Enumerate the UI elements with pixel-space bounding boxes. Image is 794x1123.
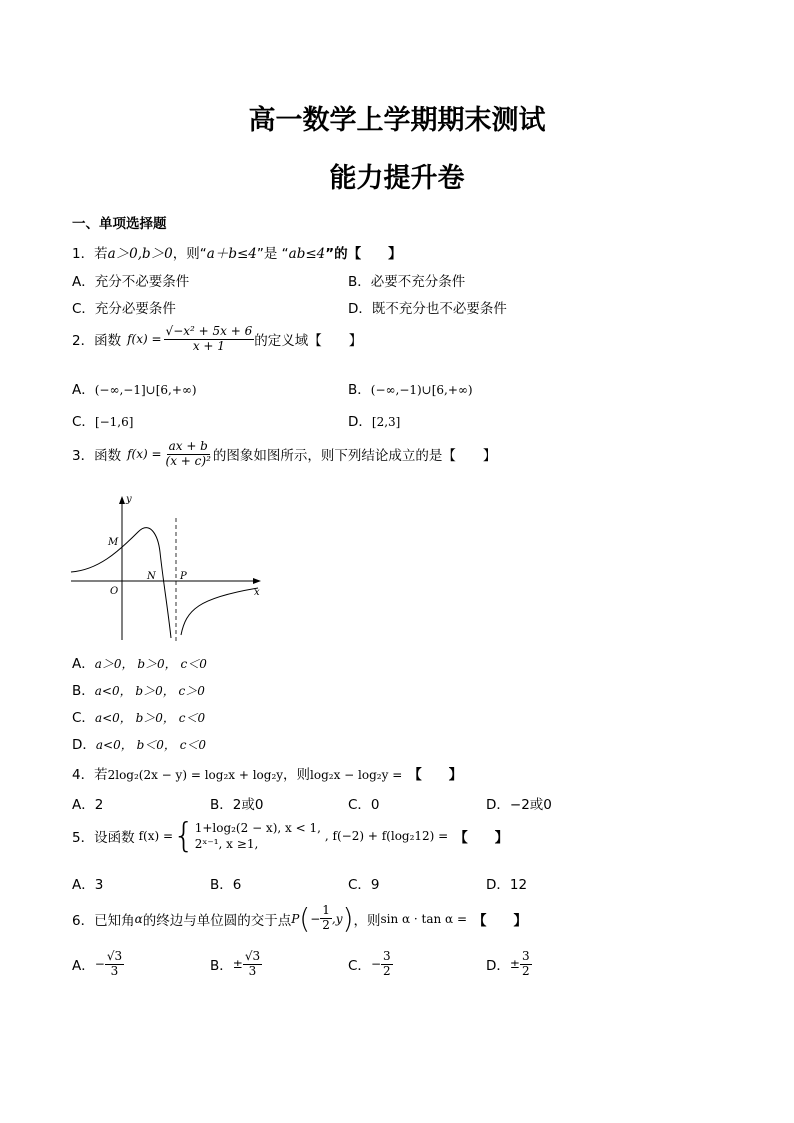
q3-option-d-value: a<0， b＜0， c＜0 <box>95 738 207 752</box>
q6-option-a-numerator: √3 <box>106 949 123 963</box>
q2-function: f(x) = <box>127 332 162 347</box>
q5-prefix: 5．设函数 <box>72 830 135 847</box>
q1-expr-1: a＋b≤4 <box>206 246 257 262</box>
question-6-stem <box>72 902 527 935</box>
q6-option-b-label: B． <box>210 958 233 975</box>
q6-point-numerator: 1 <box>322 903 330 918</box>
q1-text-2: ”是 “ <box>256 246 289 262</box>
q1-option-a[interactable]: A．充分不必要条件 <box>72 274 190 290</box>
q6-option-a-sign: − <box>94 957 105 972</box>
q6-option-a-denominator: 3 <box>110 963 119 978</box>
q5-case-2: 2ˣ⁻¹, x ≥1, <box>194 837 259 852</box>
q1-suffix: ”的【 】 <box>325 246 402 262</box>
q2-option-a-label: A． <box>72 382 95 398</box>
q5-cases <box>195 820 321 852</box>
q2-option-c[interactable] <box>72 410 133 430</box>
q6-option-b-sign: ± <box>232 957 243 972</box>
q6-option-d[interactable] <box>486 950 532 979</box>
q4-option-d[interactable]: D．−2或0 <box>486 797 552 813</box>
q2-option-d-value: [2,3] <box>371 415 401 429</box>
q1-text-1: ，则“ <box>172 246 207 262</box>
section-heading: 一、单项选择题 <box>72 216 167 232</box>
q3-option-b-label: B． <box>72 683 95 699</box>
q6-option-c[interactable] <box>348 950 393 979</box>
page-title: 高一数学上学期期末测试 <box>248 105 546 136</box>
q3-fraction <box>164 440 213 469</box>
q4-expr-2: log₂x − log₂y = <box>310 768 403 782</box>
q3-function: f(x) = <box>127 447 162 462</box>
curve-left-branch <box>71 528 171 638</box>
q6-option-c-fraction <box>381 950 393 979</box>
q5-option-b[interactable]: B．6 <box>210 877 242 893</box>
q6-expr: sin α · tan α = <box>380 911 468 926</box>
q5-brace: { <box>173 816 195 857</box>
q3-suffix: 的图象如图所示，则下列结论成立的是【 】 <box>212 448 497 465</box>
question-2-stem <box>72 325 362 354</box>
q2-option-b[interactable] <box>348 378 473 398</box>
q6-option-c-sign: − <box>370 957 381 972</box>
point-m-label: M <box>108 537 119 548</box>
q6-paren-right: ) <box>342 902 354 935</box>
q6-minus: − <box>310 911 321 926</box>
q2-option-a[interactable] <box>72 378 197 398</box>
q5-suffix: 【 】 <box>454 830 509 847</box>
q3-prefix: 3．函数 <box>72 448 122 465</box>
q6-point-label: P <box>291 911 300 926</box>
q6-option-b-fraction <box>243 950 262 979</box>
question-4-stem <box>72 763 462 783</box>
q5-case-1: 1+log₂(2 − x), x < 1, <box>194 821 321 835</box>
q3-option-a-label: A． <box>72 656 95 672</box>
q4-option-a[interactable]: A．2 <box>72 797 104 813</box>
question-5-stem <box>72 816 509 857</box>
q6-text-2: ，则 <box>353 912 381 929</box>
q2-numerator: √−x² + 5x + 6 <box>165 324 253 338</box>
question-1-stem <box>72 242 402 262</box>
q1-condition: a＞0,b＞0 <box>107 246 173 262</box>
q6-option-d-label: D． <box>486 958 510 975</box>
q6-point-y: ,y <box>331 911 343 926</box>
q5-expr: , f(−2) + f(log₂12) = <box>324 829 449 844</box>
q2-fraction <box>164 325 255 354</box>
point-p-label: P <box>180 571 187 582</box>
x-axis-label: x <box>254 587 260 598</box>
q5-option-c[interactable]: C．9 <box>348 877 380 893</box>
q6-option-b[interactable] <box>210 950 262 979</box>
q6-point-fraction <box>320 904 332 933</box>
q3-option-c-label: C． <box>72 710 95 726</box>
q6-prefix: 6．已知角 <box>72 912 135 929</box>
question-3-stem <box>72 440 496 469</box>
q6-option-b-numerator: √3 <box>244 949 261 963</box>
q3-option-d-label: D． <box>72 737 96 753</box>
q2-option-c-value: [−1,6] <box>94 415 134 429</box>
q2-denominator: x + 1 <box>192 338 225 353</box>
q6-option-c-denominator: 2 <box>383 963 391 978</box>
q3-option-b-value: a<0， b＞0， c＞0 <box>94 684 205 698</box>
q4-option-b[interactable]: B．2或0 <box>210 797 264 813</box>
q6-paren-left: ( <box>299 902 311 935</box>
q1-expr-2: ab≤4 <box>288 246 326 262</box>
q1-option-b[interactable]: B．必要不充分条件 <box>348 274 466 290</box>
q5-option-d[interactable]: D．12 <box>486 877 528 893</box>
q1-option-d[interactable]: D．既不充分也不必要条件 <box>348 301 507 317</box>
q3-option-a-value: a＞0， b＞0， c＜0 <box>94 657 207 671</box>
q6-option-d-numerator: 3 <box>521 949 530 963</box>
point-n-label: N <box>147 571 156 582</box>
q3-option-c-value: a<0， b＞0， c＜0 <box>94 711 206 725</box>
q3-option-b[interactable] <box>72 679 205 699</box>
curve-right-branch <box>181 588 258 635</box>
q6-option-c-label: C． <box>348 958 371 975</box>
q6-option-b-denominator: 3 <box>248 963 257 978</box>
q6-point-denominator: 2 <box>322 918 330 932</box>
q2-option-a-value: (−∞,−1]∪[6,+∞) <box>94 383 197 397</box>
q1-prefix: 1．若 <box>72 246 108 262</box>
q6-text: 的终边与单位圆的交于点 <box>142 912 292 929</box>
q6-suffix: 【 】 <box>473 912 528 929</box>
q3-option-c[interactable] <box>72 706 205 726</box>
q3-denominator: (x + c)² <box>165 453 211 468</box>
y-axis-arrow-icon <box>119 496 125 504</box>
q4-option-c[interactable]: C．0 <box>348 797 380 813</box>
q2-option-b-value: (−∞,−1)∪[6,+∞) <box>370 383 473 397</box>
q3-numerator: ax + b <box>168 439 208 453</box>
y-axis-label: y <box>126 494 132 505</box>
q3-option-d[interactable] <box>72 733 206 753</box>
q4-suffix: 【 】 <box>408 767 463 783</box>
page-subtitle: 能力提升卷 <box>329 163 465 194</box>
q1-option-c[interactable]: C．充分必要条件 <box>72 301 176 317</box>
q4-text: ，则 <box>283 767 311 783</box>
q6-option-a-fraction <box>105 950 124 979</box>
q5-function: f(x) = <box>138 829 174 844</box>
q4-expr: 2log₂(2x − y) = log₂x + log₂y <box>107 768 284 782</box>
q2-prefix: 2．函数 <box>72 333 122 350</box>
q6-option-a[interactable] <box>72 950 124 979</box>
q6-option-d-fraction <box>520 950 532 979</box>
q2-option-c-label: C． <box>72 414 95 430</box>
q2-option-b-label: B． <box>348 382 371 398</box>
q6-option-a-label: A． <box>72 958 95 975</box>
q2-option-d-label: D． <box>348 414 372 430</box>
q6-option-c-numerator: 3 <box>383 949 391 963</box>
x-axis-arrow-icon <box>253 578 261 584</box>
origin-label: O <box>110 586 119 597</box>
q2-option-d[interactable] <box>348 410 400 430</box>
q2-suffix: 的定义域【 】 <box>254 333 363 350</box>
q6-alpha: α <box>134 911 143 926</box>
q5-option-a[interactable]: A．3 <box>72 877 104 893</box>
q3-function-graph <box>68 490 268 645</box>
q3-option-a[interactable] <box>72 652 207 672</box>
q4-prefix: 4．若 <box>72 767 108 783</box>
q6-option-d-denominator: 2 <box>521 963 530 978</box>
q6-option-d-sign: ± <box>509 957 520 972</box>
